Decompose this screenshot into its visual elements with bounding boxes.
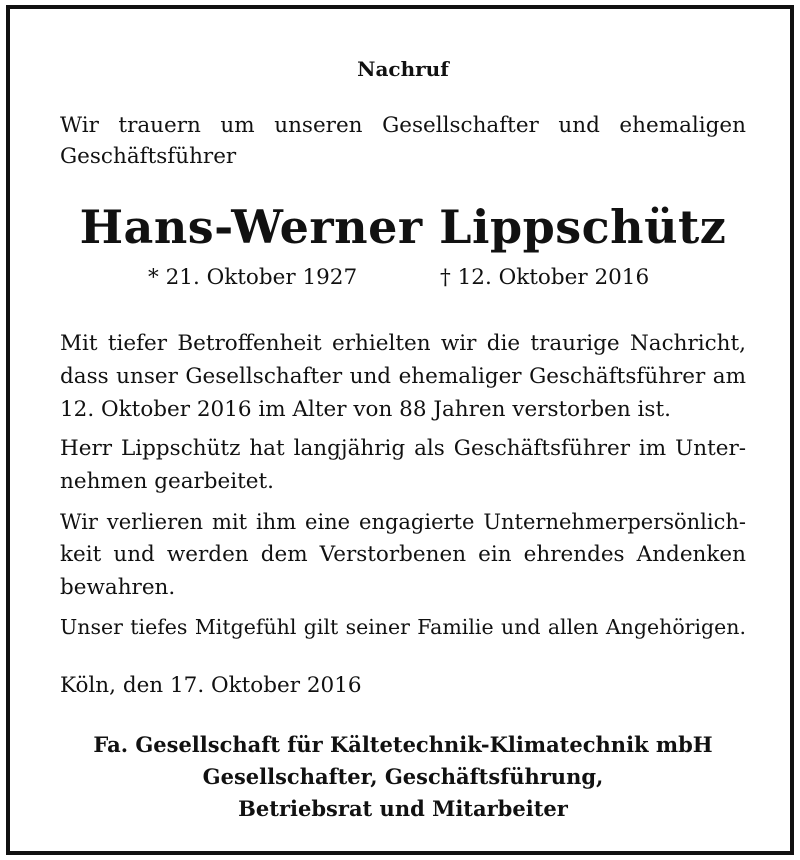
paragraph-2-line-2: nehmen gearbeitet. bbox=[60, 469, 274, 494]
paragraph-1-line-1: Mit tiefer Betroffenheit erhielten wir die traurige Nachricht, bbox=[60, 331, 746, 356]
paragraph-3-line-3: bewahren. bbox=[60, 575, 176, 600]
paragraph-3-line-2: keit und werden dem Verstorbenen ein ehrendes Andenken bbox=[60, 542, 746, 567]
intro-line-2: Geschäftsführer bbox=[60, 144, 237, 169]
paragraph-2-line-1: Herr Lippschütz hat langjährig als Geschäftsführer im Unter- bbox=[60, 436, 746, 461]
birth-date: * 21. Oktober 1927 bbox=[148, 265, 358, 290]
paragraph-3-line-1: Wir verlieren mit ihm eine engagierte Unternehmerpersönlich- bbox=[60, 510, 746, 534]
signature-line-3: Betriebsrat und Mitarbeiter bbox=[238, 796, 568, 821]
deceased-name: Hans-Werner Lippschütz bbox=[79, 200, 727, 254]
obituary-frame bbox=[6, 5, 794, 855]
paragraph-4-line-1: Unser tiefes Mitgefühl gilt seiner Familie und allen Angehörigen. bbox=[60, 615, 746, 639]
signature-line-2: Gesellschafter, Geschäftsführung, bbox=[202, 764, 604, 789]
place-date: Köln, den 17. Oktober 2016 bbox=[60, 673, 362, 698]
paragraph-1-line-2: dass unser Gesellschafter und ehemaliger Geschäftsführer am bbox=[60, 364, 746, 389]
paragraph-1-line-3: 12. Oktober 2016 im Alter von 88 Jahren verstorben ist. bbox=[60, 397, 671, 422]
intro-line-1: Wir trauern um unseren Gesellschafter und ehemaligen bbox=[60, 113, 746, 138]
signature-line-1: Fa. Gesellschaft für Kältetechnik-Klimatechnik mbH bbox=[93, 732, 713, 757]
obituary-heading: Nachruf bbox=[357, 57, 449, 81]
death-date: † 12. Oktober 2016 bbox=[440, 265, 650, 290]
